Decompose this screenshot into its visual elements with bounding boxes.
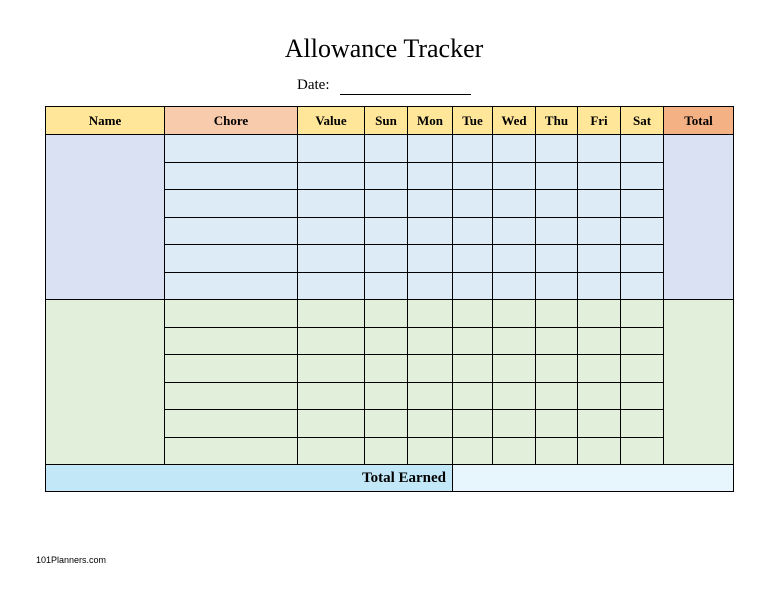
date-field[interactable] (340, 94, 471, 95)
value-cell[interactable] (298, 217, 365, 245)
mon-cell[interactable] (408, 327, 453, 355)
thu-cell[interactable] (536, 437, 578, 465)
mon-cell[interactable] (408, 190, 453, 218)
thu-cell[interactable] (536, 135, 578, 163)
header-sun: Sun (365, 107, 408, 135)
value-cell[interactable] (298, 245, 365, 273)
child-1-total-cell[interactable] (664, 135, 734, 300)
mon-cell[interactable] (408, 437, 453, 465)
tue-cell[interactable] (453, 355, 493, 383)
sun-cell[interactable] (365, 217, 408, 245)
wed-cell[interactable] (493, 217, 536, 245)
sun-cell[interactable] (365, 272, 408, 300)
fri-cell[interactable] (578, 327, 621, 355)
sun-cell[interactable] (365, 355, 408, 383)
header-row (46, 107, 734, 135)
thu-cell[interactable] (536, 272, 578, 300)
mon-cell[interactable] (408, 355, 453, 383)
wed-cell[interactable] (493, 245, 536, 273)
chore-cell[interactable] (165, 437, 298, 465)
tue-cell[interactable] (453, 382, 493, 410)
wed-cell[interactable] (493, 355, 536, 383)
sat-cell[interactable] (621, 162, 664, 190)
child-2-name-cell[interactable] (46, 300, 165, 465)
fri-cell[interactable] (578, 355, 621, 383)
value-cell[interactable] (298, 410, 365, 438)
total-earned-label: Total Earned (46, 465, 453, 492)
mon-cell[interactable] (408, 300, 453, 328)
mon-cell[interactable] (408, 272, 453, 300)
thu-cell[interactable] (536, 217, 578, 245)
header-total: Total (664, 107, 734, 135)
sat-cell[interactable] (621, 217, 664, 245)
chore-cell[interactable] (165, 135, 298, 163)
fri-cell[interactable] (578, 437, 621, 465)
tue-cell[interactable] (453, 162, 493, 190)
mon-cell[interactable] (408, 135, 453, 163)
header-name: Name (46, 107, 165, 135)
wed-cell[interactable] (493, 410, 536, 438)
tue-cell[interactable] (453, 217, 493, 245)
header-fri: Fri (578, 107, 621, 135)
sun-cell[interactable] (365, 300, 408, 328)
value-cell[interactable] (298, 272, 365, 300)
chore-row (46, 300, 734, 328)
fri-cell[interactable] (578, 190, 621, 218)
value-cell[interactable] (298, 355, 365, 383)
thu-cell[interactable] (536, 355, 578, 383)
header-thu: Thu (536, 107, 578, 135)
value-cell[interactable] (298, 190, 365, 218)
wed-cell[interactable] (493, 162, 536, 190)
chore-cell[interactable] (165, 355, 298, 383)
tue-cell[interactable] (453, 437, 493, 465)
fri-cell[interactable] (578, 272, 621, 300)
wed-cell[interactable] (493, 300, 536, 328)
mon-cell[interactable] (408, 217, 453, 245)
header-mon: Mon (408, 107, 453, 135)
header-tue: Tue (453, 107, 493, 135)
thu-cell[interactable] (536, 410, 578, 438)
value-cell[interactable] (298, 162, 365, 190)
wed-cell[interactable] (493, 382, 536, 410)
header-wed: Wed (493, 107, 536, 135)
tue-cell[interactable] (453, 300, 493, 328)
wed-cell[interactable] (493, 135, 536, 163)
sun-cell[interactable] (365, 327, 408, 355)
sat-cell[interactable] (621, 300, 664, 328)
total-earned-value[interactable] (453, 465, 734, 492)
sat-cell[interactable] (621, 245, 664, 273)
fri-cell[interactable] (578, 382, 621, 410)
sat-cell[interactable] (621, 382, 664, 410)
tue-cell[interactable] (453, 410, 493, 438)
thu-cell[interactable] (536, 300, 578, 328)
sun-cell[interactable] (365, 162, 408, 190)
tue-cell[interactable] (453, 245, 493, 273)
sat-cell[interactable] (621, 410, 664, 438)
thu-cell[interactable] (536, 190, 578, 218)
sat-cell[interactable] (621, 272, 664, 300)
fri-cell[interactable] (578, 135, 621, 163)
value-cell[interactable] (298, 300, 365, 328)
chore-cell[interactable] (165, 410, 298, 438)
fri-cell[interactable] (578, 245, 621, 273)
sat-cell[interactable] (621, 327, 664, 355)
sat-cell[interactable] (621, 135, 664, 163)
sun-cell[interactable] (365, 382, 408, 410)
sun-cell[interactable] (365, 410, 408, 438)
chore-cell[interactable] (165, 300, 298, 328)
thu-cell[interactable] (536, 327, 578, 355)
fri-cell[interactable] (578, 217, 621, 245)
total-earned-row (46, 465, 734, 492)
footer-brand: 101Planners.com (36, 555, 107, 565)
wed-cell[interactable] (493, 327, 536, 355)
fri-cell[interactable] (578, 162, 621, 190)
sun-cell[interactable] (365, 190, 408, 218)
mon-cell[interactable] (408, 162, 453, 190)
mon-cell[interactable] (408, 245, 453, 273)
sun-cell[interactable] (365, 437, 408, 465)
header-chore: Chore (165, 107, 298, 135)
sun-cell[interactable] (365, 135, 408, 163)
date-label: Date: (297, 77, 330, 93)
fri-cell[interactable] (578, 300, 621, 328)
tue-cell[interactable] (453, 327, 493, 355)
child-1-name-cell[interactable] (46, 135, 165, 300)
chore-row (46, 135, 734, 163)
header-sat: Sat (621, 107, 664, 135)
wed-cell[interactable] (493, 272, 536, 300)
chore-cell[interactable] (165, 217, 298, 245)
fri-cell[interactable] (578, 410, 621, 438)
mon-cell[interactable] (408, 410, 453, 438)
child-2-total-cell[interactable] (664, 300, 734, 465)
chore-cell[interactable] (165, 327, 298, 355)
value-cell[interactable] (298, 437, 365, 465)
chore-cell[interactable] (165, 382, 298, 410)
sat-cell[interactable] (621, 355, 664, 383)
value-cell[interactable] (298, 382, 365, 410)
chore-cell[interactable] (165, 272, 298, 300)
page-title: Allowance Tracker (284, 34, 484, 63)
thu-cell[interactable] (536, 162, 578, 190)
tue-cell[interactable] (453, 190, 493, 218)
tue-cell[interactable] (453, 135, 493, 163)
sun-cell[interactable] (365, 245, 408, 273)
wed-cell[interactable] (493, 190, 536, 218)
chore-cell[interactable] (165, 245, 298, 273)
tue-cell[interactable] (453, 272, 493, 300)
value-cell[interactable] (298, 135, 365, 163)
mon-cell[interactable] (408, 382, 453, 410)
value-cell[interactable] (298, 327, 365, 355)
thu-cell[interactable] (536, 382, 578, 410)
wed-cell[interactable] (493, 437, 536, 465)
chore-cell[interactable] (165, 162, 298, 190)
chore-cell[interactable] (165, 190, 298, 218)
allowance-table (45, 106, 734, 492)
header-value: Value (298, 107, 365, 135)
sat-cell[interactable] (621, 190, 664, 218)
sat-cell[interactable] (621, 437, 664, 465)
thu-cell[interactable] (536, 245, 578, 273)
